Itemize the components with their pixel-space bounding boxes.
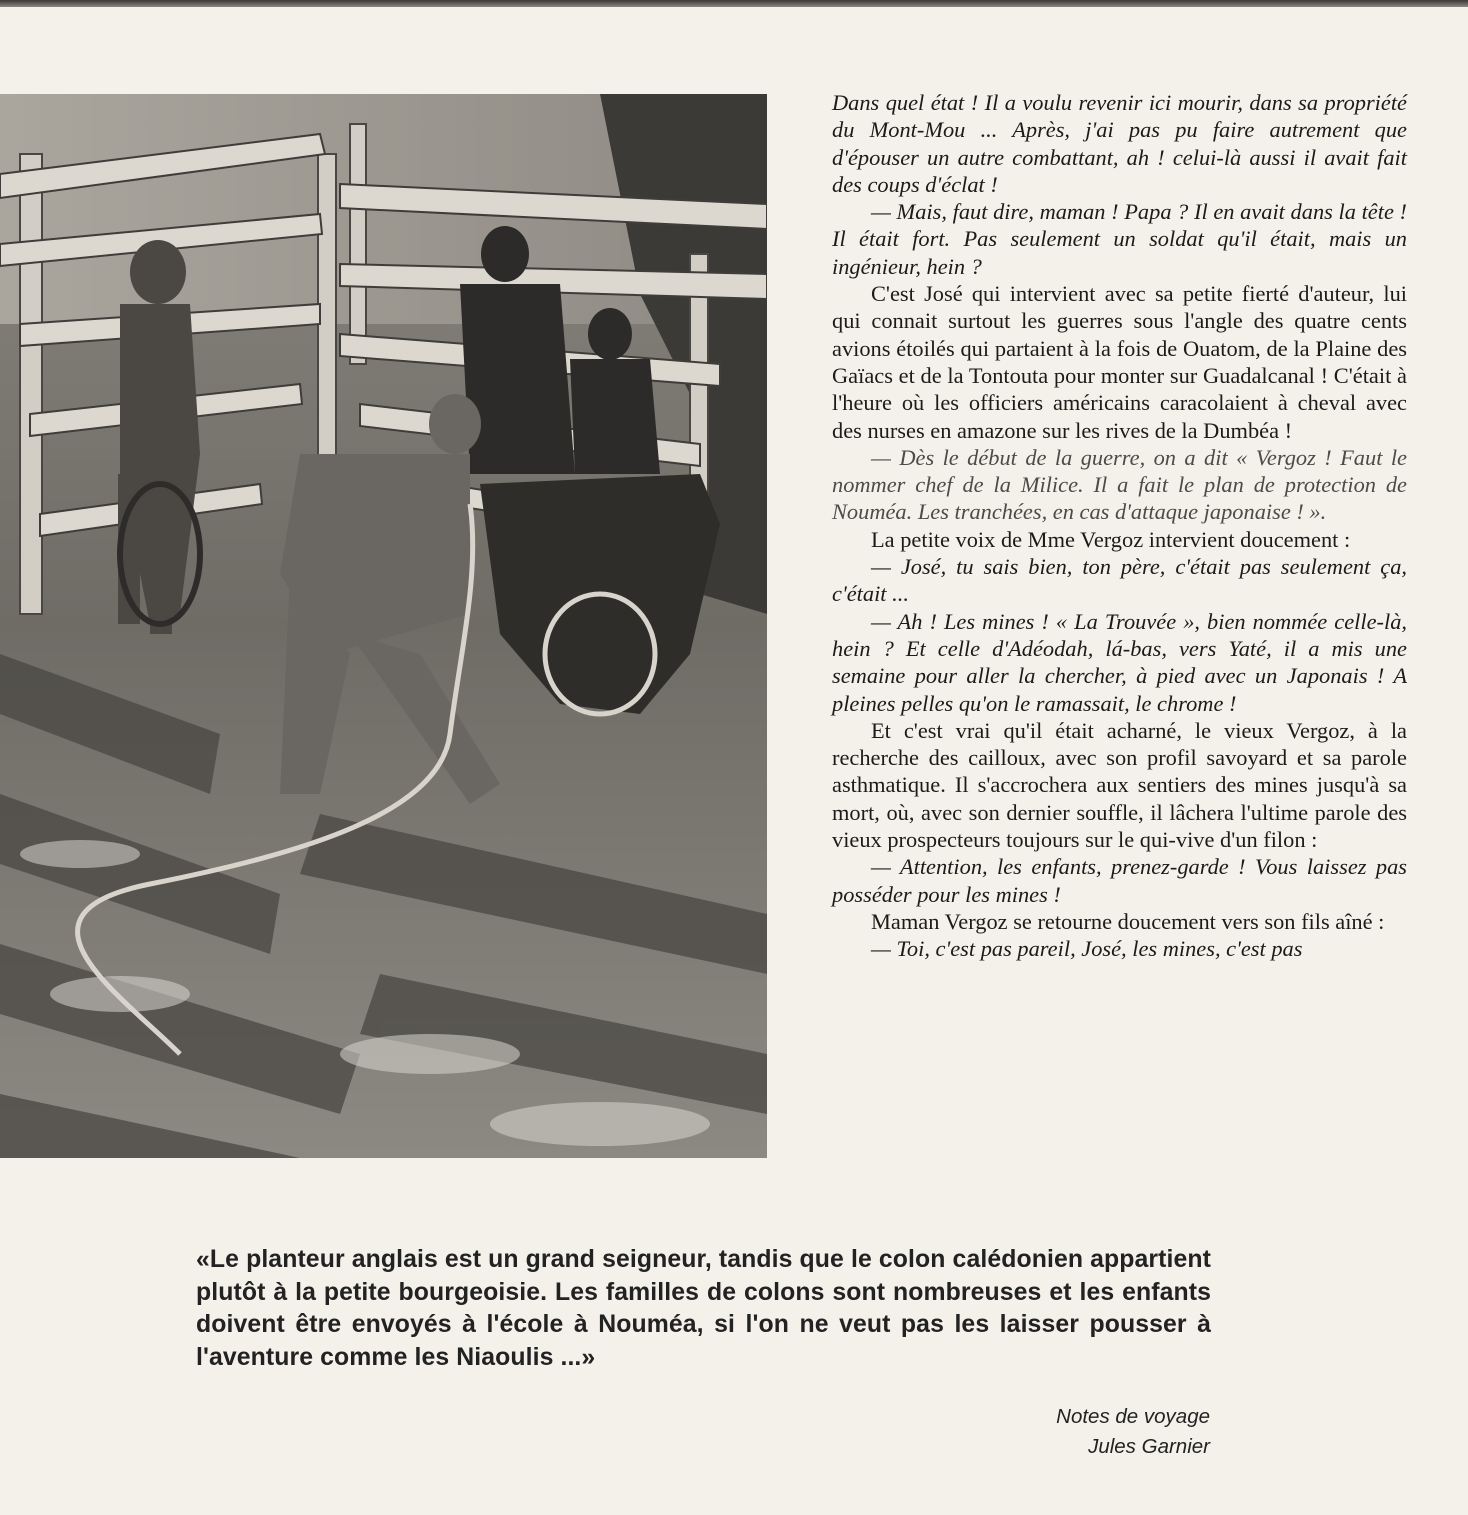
- photograph-corral-lasso-icon: [0, 94, 767, 1158]
- paragraph-1: Dans quel état ! Il a voulu revenir ici mourir, dans sa propriété du Mont-Mou ... Après, j'ai pas pu faire autrement que d'épouser un autre combattant, ah ! celui-là aussi il avait fait des coups d'éclat !: [832, 90, 1407, 197]
- paragraph-7: — Ah ! Les mines ! « La Trouvée », bien nommée celle-là, hein ? Et celle d'Adéodah, lá-bas, vers Yaté, il a mis une semaine pour aller la chercher, à pied avec un Japonais ! A pleines pelles qu'on le ramassait, le chrome !: [832, 608, 1407, 716]
- paragraph-6: — José, tu sais bien, ton père, c'était pas seulement ça, c'était ...: [832, 554, 1407, 607]
- narrative-text-column: [832, 89, 1407, 963]
- paragraph-8: Et c'est vrai qu'il était acharné, le vieux Vergoz, à la recherche des cailloux, avec son profil savoyard et sa parole asthmatique. Il s'accrochera aux sentiers des mines jusqu'à sa mort, où, avec son dernier souffle, il lâchera l'ultime parole des vieux prospecteurs toujours sur le qui-vive d'un filon :: [832, 717, 1407, 853]
- paragraph-10: Maman Vergoz se retourne doucement vers son fils aîné :: [871, 908, 1385, 934]
- attribution-source: Notes de voyage: [1056, 1405, 1210, 1428]
- paragraph-2: — Mais, faut dire, maman ! Papa ? Il en avait dans la tête ! Il était fort. Pas seulement un soldat qu'il était, mais un ingénieur, hein ?: [832, 199, 1407, 279]
- paragraph-5: La petite voix de Mme Vergoz intervient doucement :: [871, 526, 1351, 552]
- paragraph-9: — Attention, les enfants, prenez-garde ! Vous laissez pas posséder pour les mines !: [832, 854, 1407, 907]
- paragraph-11: — Toi, c'est pas pareil, José, les mines, c'est pas: [871, 936, 1303, 962]
- attribution-author: Jules Garnier: [1088, 1434, 1210, 1458]
- top-border: [0, 0, 1468, 7]
- quote-attribution: [1056, 1402, 1210, 1461]
- paragraph-4: — Dès le début de la guerre, on a dit « Vergoz ! Faut le nommer chef de la Milice. Il a fait le plan de protection de Nouméa. Les tranchées, en cas d'attaque japonaise ! ».: [832, 444, 1407, 525]
- block-quote: «Le planteur anglais est un grand seigneur, tandis que le colon calédonien appartient plutôt à la petite bourgeoisie. Les familles de colons sont nombreuses et les enfants doivent être envoyés à l'école à Nouméa, si l'on ne veut pas les laisser pousser à l'aventure comme les Niaoulis ...»: [196, 1246, 1211, 1371]
- paragraph-3: C'est José qui intervient avec sa petite fierté d'auteur, lui qui connait surtout les guerres sous l'angle des quatre cents avions étoilés qui partaient à la fois de Ouatom, de la Plaine des Gaïacs et de la Tontouta pour monter sur Guadalcanal ! C'était à l'heure où les officiers américains caracolaient à cheval avec des nurses en amazone sur les rives de la Dumbéa !: [832, 281, 1407, 443]
- corral-photograph: [0, 94, 767, 1158]
